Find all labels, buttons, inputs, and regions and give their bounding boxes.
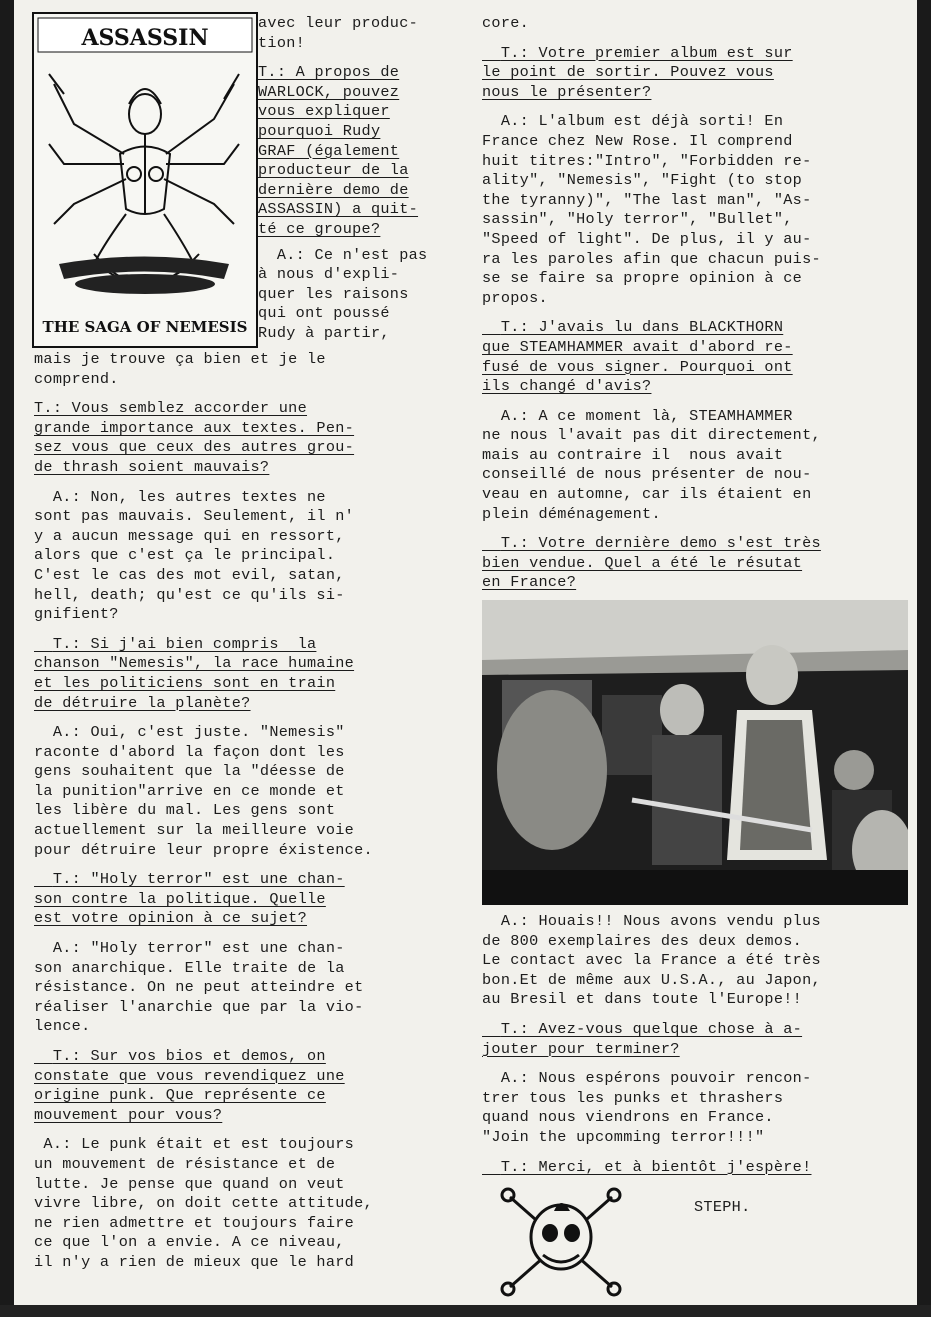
artwork-caption: THE SAGA OF NEMESIS: [42, 318, 248, 336]
goddess-illustration: [34, 14, 256, 346]
answer-text: A.: L'album est déjà sorti! En France chez New Rose. Il comprend huit titres:"Intro", "Forbidden re- ality", "Nemesis", "Fight (to stop the tyranny)", "The last man", "As- sassin", "Holy terror", "Bullet", "Speed of light". De plus, il y au- ra les paroles afin que chacun puis- se se faire sa propre opinion à ce propos.: [482, 112, 821, 307]
beside-art-column: [258, 14, 478, 354]
question-text: T.: Merci, et à bientôt j'espère!: [482, 1157, 812, 1176]
signature-text: STEPH.: [694, 1198, 751, 1216]
question-text: T.: Votre premier album est sur le point de sortir. Pouvez vous nous le présenter?: [482, 43, 793, 101]
question-text: T.: A propos de WARLOCK, pouvez vous expliquer pourquoi Rudy GRAF (également producteur de la dernière demo de ASSASSIN) a quit- té ce groupe?: [258, 63, 419, 238]
answer-text: A.: Oui, c'est juste. "Nemesis" raconte d'abord la façon dont les gens souhaitent que la "déesse de la punition"arrive en ce monde et les libère du mal. Les gens sont actuellement sur la meilleure voie pour détruire leur propre éxistence.: [34, 723, 373, 859]
right-column-bottom: [482, 912, 912, 1187]
answer-text: mais je trouve ça bien et je le comprend.: [34, 350, 326, 388]
answer-text: A.: Houais!! Nous avons vendu plus de 800 exemplaires des deux demos. Le contact avec la France a été très bon.Et de même aux U.S.A., au Japon, au Bresil et dans toute l'Europe!!: [482, 912, 821, 1009]
question-text: T.: "Holy terror" est une chan- son contre la politique. Quelle est votre opinion à ce sujet?: [34, 870, 345, 928]
left-column: [34, 350, 482, 1283]
answer-text: A.: Ce n'est pas à nous d'expli- quer les raisons qui ont poussé Rudy à partir,: [258, 245, 428, 342]
answer-text: A.: "Holy terror" est une chan- son anarchique. Elle traite de la résistance. On ne peut atteindre et réaliser l'anarchie que par la vio- lence.: [34, 939, 364, 1036]
right-column-top: [482, 14, 912, 603]
question-text: T.: Si j'ai bien compris la chanson "Nemesis", la race humaine et les politiciens sont en train de détruire la planète?: [34, 634, 355, 712]
concert-photo: [482, 600, 908, 905]
band-logo-text: ASSASSIN: [81, 25, 209, 51]
question-text: T.: Votre dernière demo s'est très bien vendue. Quel a été le résutat en France?: [482, 534, 821, 592]
answer-text: avec leur produc- tion!: [258, 14, 419, 52]
question-text: T.: Avez-vous quelque chose à a- jouter pour terminer?: [482, 1019, 803, 1058]
question-text: T.: J'avais lu dans BLACKTHORN que STEAMHAMMER avait d'abord re- fusé de vous signer. Pourquoi ont ils changé d'avis?: [482, 318, 793, 396]
skull-crossbones-icon: [498, 1185, 624, 1299]
answer-text: core.: [482, 14, 530, 32]
photo-illustration: [482, 600, 908, 905]
answer-text: A.: Nous espérons pouvoir rencon- trer tous les punks et thrashers quand nous viendrons en France. "Join the upcomming terror!!!": [482, 1069, 812, 1146]
signature: [694, 1198, 814, 1228]
question-text: T.: Vous semblez accorder une grande importance aux textes. Pen- sez vous que ceux des autres grou- de thrash soient mauvais?: [34, 399, 355, 476]
answer-text: A.: Le punk était et est toujours un mouvement de résistance et de lutte. Je pense que quand on veut vivre libre, on doit cette attitude, ne rien admettre et toujours faire ce que l'on a envie. A ce niveau, il n'y a rien de mieux que le hard: [34, 1135, 373, 1271]
scan-border: [0, 1305, 931, 1317]
band-artwork: [32, 12, 258, 348]
answer-text: A.: A ce moment là, STEAMHAMMER ne nous l'avait pas dit directement, mais au contraire il nous avait conseillé de nous présenter de nou- veau en automne, car ils étaient en plein déménagement.: [482, 406, 821, 523]
question-text: T.: Sur vos bios et demos, on constate que vous revendiquez une origine punk. Que représente ce mouvement pour vous?: [34, 1047, 345, 1124]
answer-text: A.: Non, les autres textes ne sont pas mauvais. Seulement, il n' y a aucun message qui en ressort, alors que c'est ça le principal. C'est le cas des mot evil, satan, hell, death; qu'est ce qu'ils si- gnifient?: [34, 487, 355, 624]
